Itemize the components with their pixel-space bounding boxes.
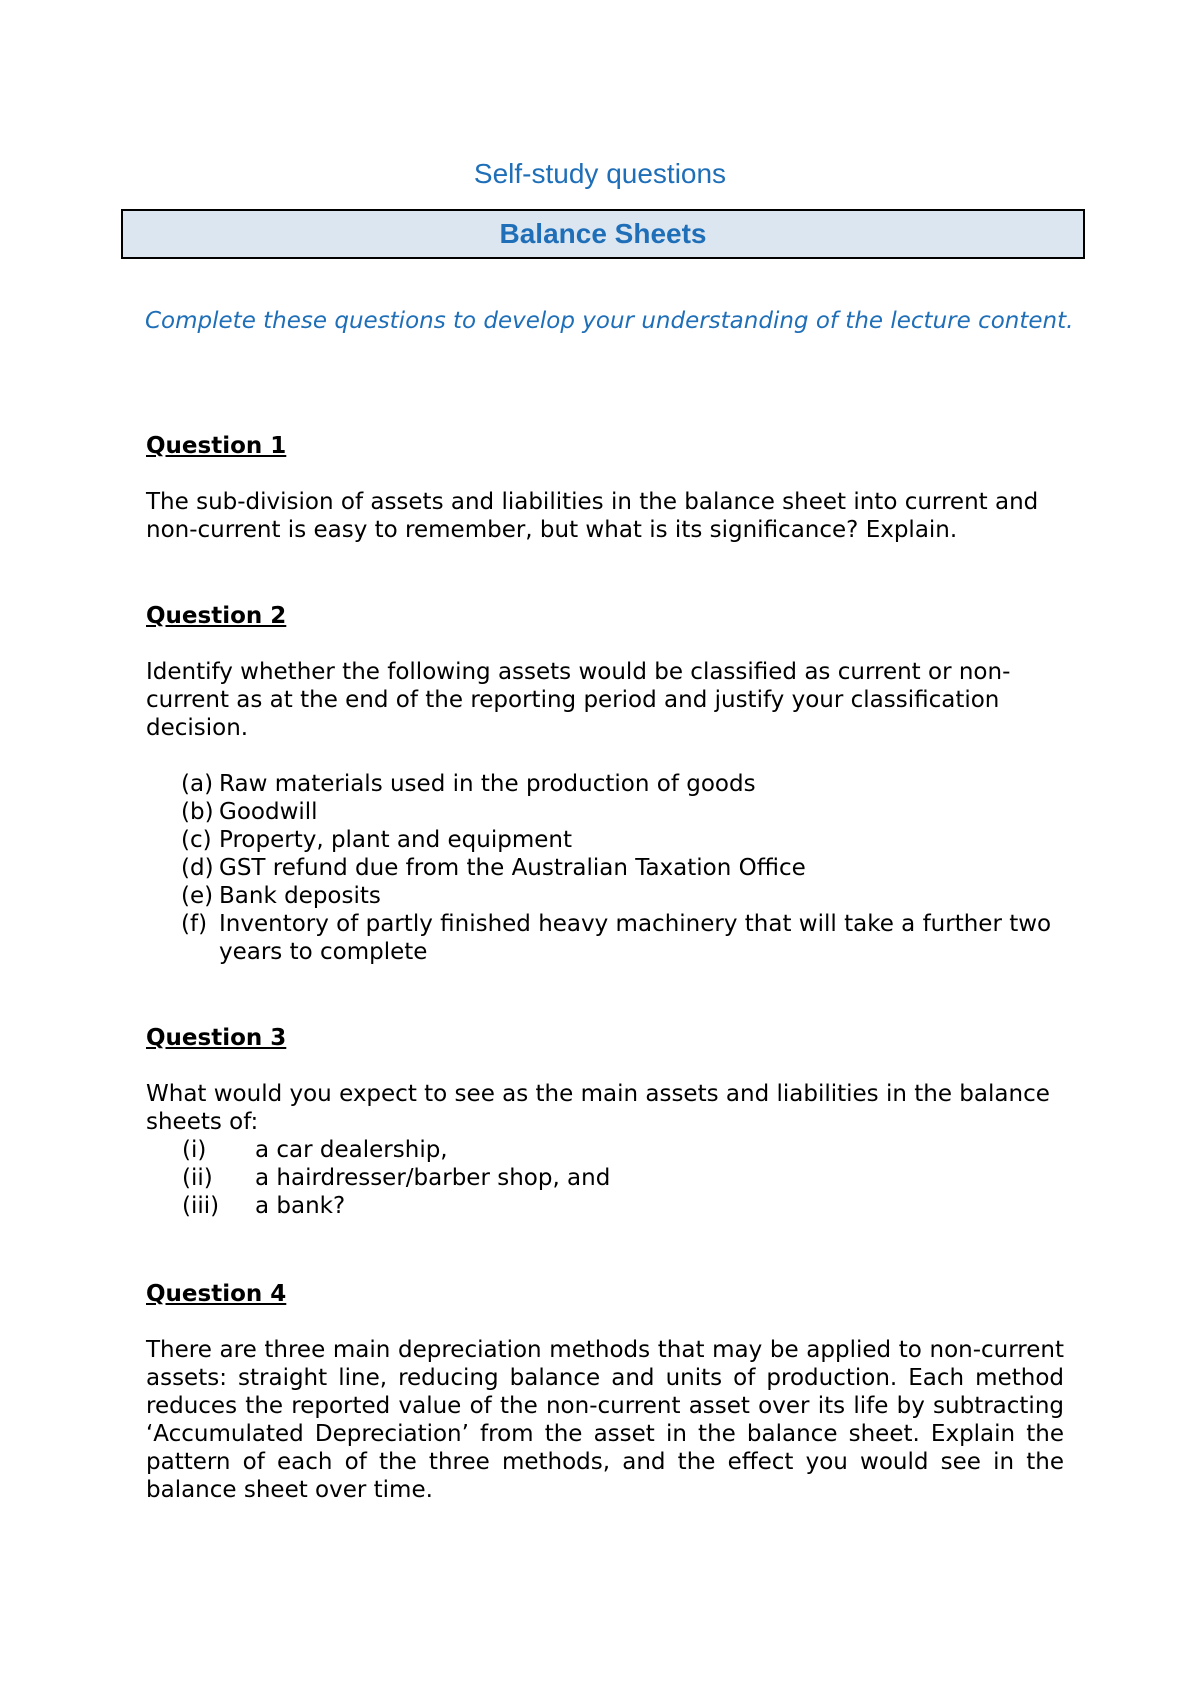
question-2-heading: Question 2 bbox=[146, 603, 287, 629]
question-2-text: Identify whether the following assets would be classified as current or non-current as at the end of the reporting period and justify your classification decision. bbox=[146, 659, 1011, 741]
list-item-text: Goodwill bbox=[219, 799, 318, 825]
list-item-text: a bank? bbox=[255, 1193, 346, 1219]
list-item bbox=[181, 910, 1071, 966]
list-marker: (d) bbox=[181, 855, 214, 881]
section-title-box: Balance Sheets bbox=[121, 209, 1085, 259]
question-3-text: What would you expect to see as the main assets and liabilities in the balance sheets of: bbox=[146, 1081, 1050, 1135]
list-item-text: GST refund due from the Australian Taxation Office bbox=[219, 855, 806, 881]
list-item-text: Inventory of partly finished heavy machinery that will take a further two years to complete bbox=[219, 911, 1052, 965]
list-item bbox=[182, 1192, 1062, 1220]
list-item-text: Property, plant and equipment bbox=[219, 827, 572, 853]
list-item bbox=[182, 1136, 1062, 1164]
list-item bbox=[181, 882, 1071, 910]
question-3-list bbox=[182, 1136, 1062, 1220]
list-marker: (f) bbox=[181, 911, 208, 937]
list-item-text: Raw materials used in the production of goods bbox=[219, 771, 756, 797]
list-item bbox=[181, 798, 1071, 826]
list-item-text: Bank deposits bbox=[219, 883, 381, 909]
list-marker: (c) bbox=[181, 827, 212, 853]
list-item bbox=[182, 1164, 1062, 1192]
list-marker: (i) bbox=[182, 1137, 207, 1163]
list-marker: (e) bbox=[181, 883, 214, 909]
intro-text: Complete these questions to develop your understanding of the lecture content. bbox=[145, 308, 1074, 334]
document-title: Self-study questions bbox=[473, 158, 727, 189]
question-2-list bbox=[181, 770, 1071, 966]
question-4-heading: Question 4 bbox=[146, 1281, 287, 1307]
list-marker: (b) bbox=[181, 799, 214, 825]
question-4-text: There are three main depreciation methods that may be applied to non-current assets: straight line, reducing balance and units of production. Each method reduces the reported value of the non-current asset over its life by subtracting ‘Accumulated Depreciation’ from the asset in the balance sheet. Explain the pattern of each of the three methods, and the effect you would see in the balance sheet over time. bbox=[146, 1337, 1064, 1503]
list-marker: (iii) bbox=[182, 1193, 220, 1219]
list-item bbox=[181, 854, 1071, 882]
list-marker: (a) bbox=[181, 771, 214, 797]
list-item bbox=[181, 826, 1071, 854]
question-1-text: The sub-division of assets and liabilities in the balance sheet into current and non-current is easy to remember, but what is its significance? Explain. bbox=[146, 489, 1039, 543]
question-1-heading: Question 1 bbox=[146, 433, 287, 459]
list-marker: (ii) bbox=[182, 1165, 213, 1191]
list-item bbox=[181, 770, 1071, 798]
list-item-text: a hairdresser/barber shop, and bbox=[255, 1165, 611, 1191]
list-item-text: a car dealership, bbox=[255, 1137, 448, 1163]
question-3-heading: Question 3 bbox=[146, 1025, 287, 1051]
